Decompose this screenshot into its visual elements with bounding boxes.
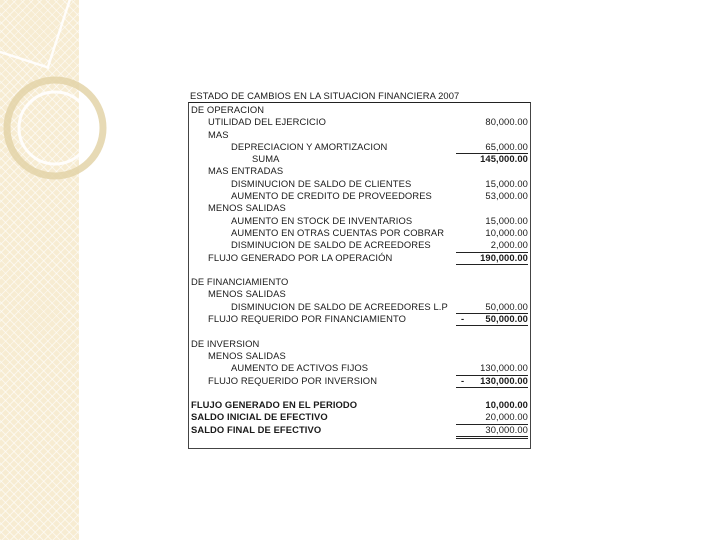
table-row [188,252,532,264]
table-row [188,350,532,362]
row-label: MENOS SALIDAS [208,202,286,214]
row-value: 130,000.00 [456,375,528,388]
section-header: DE OPERACION [191,104,265,115]
table-row [188,375,532,387]
row-value: 10,000.00 [485,226,528,238]
table-row [188,202,532,214]
row-label: MENOS SALIDAS [208,288,286,300]
table-row [188,362,532,374]
row-value: 53,000.00 [485,190,528,202]
row-label: DISMINUCION DE SALDO DE ACREEDORES [231,239,431,251]
row-value: 145,000.00 [480,153,528,165]
row-label: DISMINUCION DE SALDO DE CLIENTES [231,177,412,189]
decorative-ring-outer [7,80,103,176]
decorative-ring-inner [19,92,91,164]
section-header: DE FINANCIAMIENTO [191,276,289,288]
row-label: FLUJO REQUERIDO POR FINANCIAMIENTO [208,313,407,325]
row-label: DISMINUCION DE SALDO DE ACREEDORES L.P [231,300,448,312]
table-row [188,239,532,251]
row-value: 20,000.00 [456,411,528,424]
table-row [188,313,532,325]
blank-row [188,264,532,276]
table-row [188,116,532,128]
row-value: 50,000.00 [456,313,528,326]
table-row [188,215,532,227]
section-header: DE INVERSION [191,337,260,349]
row-label: AUMENTO EN STOCK DE INVENTARIOS [231,214,413,226]
statement-line-items [188,104,532,436]
table-row [188,178,532,190]
table-row [188,301,532,313]
table-row [188,227,532,239]
decorative-rings-graphic [0,0,120,220]
row-value: 15,000.00 [485,214,528,226]
row-sign: - [461,313,465,325]
row-value: 15,000.00 [485,177,528,189]
table-row [188,141,532,153]
row-value: 80,000.00 [485,116,528,128]
row-value: 50,000.00 [456,301,528,314]
row-value: 30,000.00 [456,424,528,439]
section-operacion-header-row [188,104,532,116]
section-inversion-header-row [188,338,532,350]
statement-title: ESTADO DE CAMBIOS EN LA SITUACION FINANCIERA 2007 [190,90,460,101]
row-label: MAS ENTRADAS [208,165,284,177]
row-label: SALDO FINAL DE EFECTIVO [191,423,322,435]
blank-row [188,387,532,399]
row-value: 65,000.00 [456,141,528,154]
section-financiamiento-header-row [188,276,532,288]
table-row [188,153,532,165]
row-label: FLUJO GENERADO POR LA OPERACIÓN [208,251,393,263]
row-label: MAS [208,128,229,140]
row-label: AUMENTO DE ACTIVOS FIJOS [231,362,369,374]
row-label: SALDO INICIAL DE EFECTIVO [191,411,328,423]
row-label: FLUJO REQUERIDO POR INVERSION [208,374,378,386]
table-row [188,399,532,411]
row-label: SUMA [252,153,280,165]
row-sign: - [461,374,465,386]
row-label: MENOS SALIDAS [208,349,286,361]
financial-statement-image [188,90,532,450]
table-row [188,190,532,202]
row-value: 10,000.00 [485,399,528,411]
row-label: AUMENTO DE CREDITO DE PROVEEDORES [231,190,432,202]
row-value: 2,000.00 [456,239,528,252]
decorative-square [0,0,77,67]
row-label: FLUJO GENERADO EN EL PERIODO [191,399,358,411]
row-label: DEPRECIACION Y AMORTIZACION [231,140,388,152]
table-row [188,288,532,300]
row-value: 130,000.00 [456,362,528,375]
row-label: AUMENTO EN OTRAS CUENTAS POR COBRAR [231,226,445,238]
table-row [188,411,532,423]
table-row [188,165,532,177]
blank-row [188,325,532,337]
row-label: UTILIDAD DEL EJERCICIO [208,116,327,128]
table-row [188,129,532,141]
row-value: 190,000.00 [456,252,528,265]
table-row [188,424,532,436]
